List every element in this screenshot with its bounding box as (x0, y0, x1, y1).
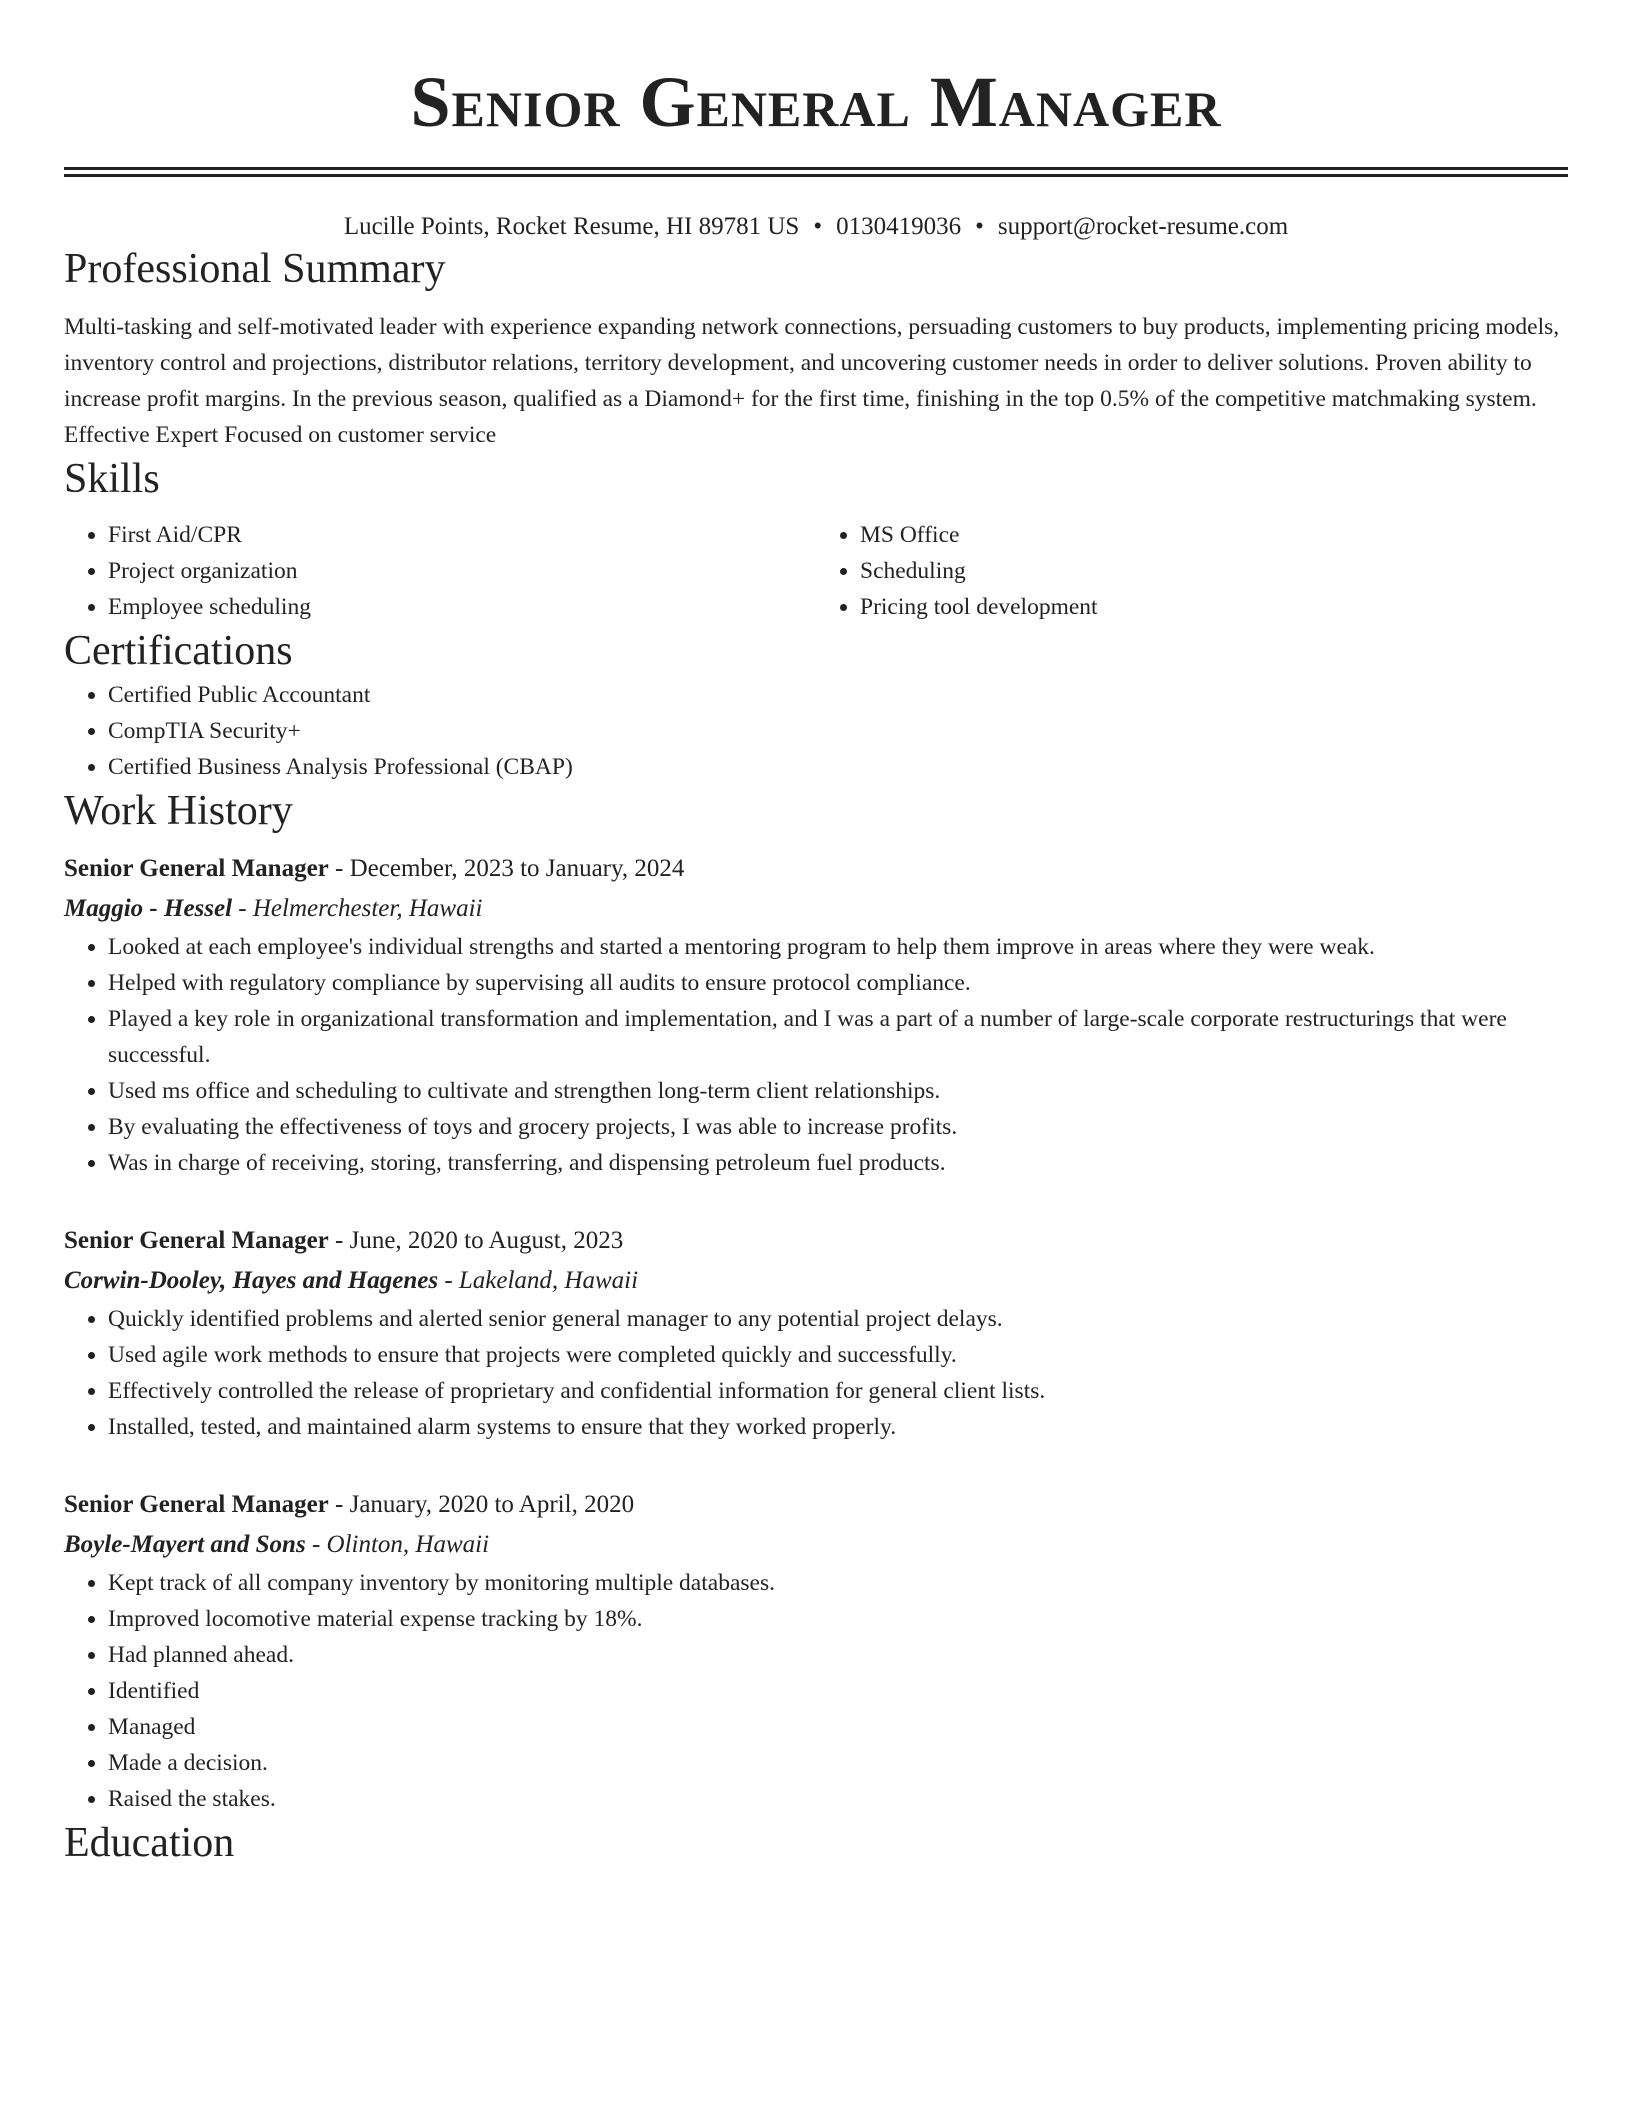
job-duty: • Used agile work methods to ensure that projects were completed quickly and successfully. (108, 1337, 1568, 1373)
job-duty: • Had planned ahead. (108, 1637, 1568, 1673)
job-duty: • Made a decision. (108, 1745, 1568, 1781)
contact-email: support@rocket-resume.com (997, 213, 1289, 240)
job-company: Corwin-Dooley, Hayes and Hagenes (64, 1267, 439, 1294)
job-duty: • Improved locomotive material expense tracking by 18%. (108, 1601, 1568, 1637)
summary-text: Multi-tasking and self-motivated leader with experience expanding network connections, persuading customers to buy products, implementing pricing models, inventory control and projections, distributor relations, territory development, and uncovering customer needs in order to deliver solutions. Proven ability to increase profit margins. In the previous season, qualified as a Diamond+ for the first time, finishing in the top 0.5% of the competitive matchmaking system. Effective Expert Focused on customer service (64, 314, 1560, 448)
contact-separator: • (813, 213, 823, 240)
job-employer (64, 1261, 1568, 1301)
skill-item: • Scheduling (860, 553, 1568, 589)
job-location: - Helmerchester, Hawaii (238, 895, 483, 922)
skill-item: • Employee scheduling (108, 589, 816, 625)
job-duties (64, 1565, 1568, 1817)
job-entry (64, 849, 1568, 1181)
job-dates: - June, 2020 to August, 2023 (335, 1227, 624, 1254)
skills-list-right (816, 517, 1568, 625)
job-duty: • Effectively controlled the release of proprietary and confidential information for general client lists. (108, 1373, 1568, 1409)
job-duty: • Played a key role in organizational transformation and implementation, and I was a part of a number of large-scale corporate restructurings that were successful. (108, 1001, 1568, 1073)
job-duties (64, 929, 1568, 1181)
job-duty: • Installed, tested, and maintained alarm systems to ensure that they worked properly. (108, 1409, 1568, 1445)
resume-title: Senior General Manager (410, 62, 1222, 142)
job-company: Maggio - Hessel (64, 895, 233, 922)
job-dates: - January, 2020 to April, 2020 (335, 1491, 635, 1518)
skill-item: • Project organization (108, 553, 816, 589)
job-duty: • Looked at each employee's individual strengths and started a mentoring program to help them improve in areas where they were weak. (108, 929, 1568, 965)
certifications-heading: Certifications (64, 628, 293, 674)
job-header (64, 849, 1568, 889)
job-employer (64, 1525, 1568, 1565)
summary-heading: Professional Summary (64, 246, 446, 292)
certification-item: • Certified Public Accountant (108, 677, 1568, 713)
job-role: Senior General Manager (64, 1227, 329, 1254)
job-company: Boyle-Mayert and Sons (64, 1531, 306, 1558)
skills-grid (64, 517, 1568, 625)
job-duty: • Used ms office and scheduling to cultivate and strengthen long-term client relationships. (108, 1073, 1568, 1109)
education-heading: Education (64, 1820, 235, 1866)
contact-line (64, 211, 1568, 243)
skills-list-left (64, 517, 816, 625)
job-duty: • Helped with regulatory compliance by supervising all audits to ensure protocol compliance. (108, 965, 1568, 1001)
job-duty: • Managed (108, 1709, 1568, 1745)
job-header (64, 1485, 1568, 1525)
job-duties (64, 1301, 1568, 1445)
job-duty: • Kept track of all company inventory by monitoring multiple databases. (108, 1565, 1568, 1601)
work-history-heading: Work History (64, 788, 293, 834)
skills-column-right (816, 517, 1568, 625)
skill-item: • Pricing tool development (860, 589, 1568, 625)
skill-item: • MS Office (860, 517, 1568, 553)
job-header (64, 1221, 1568, 1261)
job-duty: • Was in charge of receiving, storing, transferring, and dispensing petroleum fuel products. (108, 1145, 1568, 1181)
certification-item: • Certified Business Analysis Professional (CBAP) (108, 749, 1568, 785)
skill-item: • First Aid/CPR (108, 517, 816, 553)
job-role: Senior General Manager (64, 855, 329, 882)
contact-address: Lucille Points, Rocket Resume, HI 89781 US (343, 213, 800, 240)
job-dates: - December, 2023 to January, 2024 (335, 855, 685, 882)
skills-column-left (64, 517, 816, 625)
job-location: - Lakeland, Hawaii (444, 1267, 639, 1294)
contact-separator: • (975, 213, 984, 240)
certifications-list (64, 677, 1568, 785)
job-duty: • By evaluating the effectiveness of toys and grocery projects, I was able to increase profits. (108, 1109, 1568, 1145)
job-employer (64, 889, 1568, 929)
skills-heading: Skills (64, 456, 160, 502)
job-location: - Olinton, Hawaii (311, 1531, 490, 1558)
job-entry (64, 1485, 1568, 1817)
certification-item: • CompTIA Security+ (108, 713, 1568, 749)
title-divider (64, 167, 1568, 177)
job-entry (64, 1221, 1568, 1445)
job-role: Senior General Manager (64, 1491, 329, 1518)
job-duty: • Quickly identified problems and alerted senior general manager to any potential project delays. (108, 1301, 1568, 1337)
job-duty: • Raised the stakes. (108, 1781, 1568, 1817)
contact-phone: 0130419036 (836, 213, 962, 240)
job-duty: • Identified (108, 1673, 1568, 1709)
